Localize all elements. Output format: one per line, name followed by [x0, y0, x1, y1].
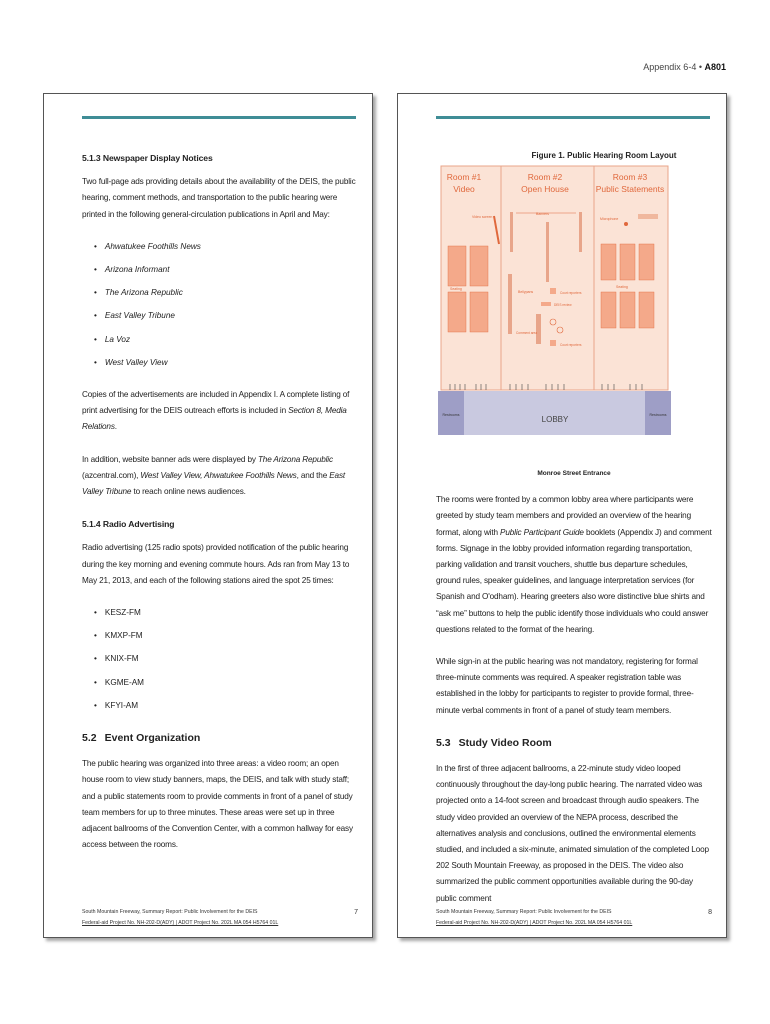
station-list — [94, 605, 358, 714]
list-item: • KFYI-AM — [94, 698, 358, 714]
list-item: • East Valley Tribune — [94, 308, 358, 324]
list-item: • Ahwatukee Foothills News — [94, 239, 358, 255]
lobby-label: LOBBY — [541, 415, 569, 424]
list-item: • KMXP-FM — [94, 628, 358, 644]
header-rule — [82, 116, 356, 119]
seating-right-label: Seating — [616, 285, 628, 289]
bellypans-label: Bellypans — [518, 290, 534, 294]
list-item: • KGME-AM — [94, 675, 358, 691]
footer-title: South Mountain Freeway, Summary Report: Public Involvement for the DEIS — [436, 909, 612, 915]
comment-area-label: Comment area — [516, 331, 538, 335]
footer-project-numbers: Federal-aid Project No. NH-202-D(ADY) | ADOT Project No. 202L MA 054 H5764 01L — [82, 920, 279, 926]
seating-left-label: Seating — [450, 287, 462, 291]
paragraph-514-intro: Radio advertising (125 radio spots) provided notification of the public hearing during the key morning and evening commute hours. Ads ran from May 13 to May 21, 2013, and each of the following stations aired the spot 25 times: — [82, 543, 350, 585]
list-item: • La Voz — [94, 332, 358, 348]
video-screen-label: Video screen — [472, 215, 493, 219]
seating-block — [470, 246, 488, 286]
right-page-footer — [436, 907, 712, 929]
paragraph-lobby: The rooms were fronted by a common lobby area where participants were greeted by study team members and provided an overview of the hearing format, along with Public Participant Guide booklets (Appendix J) and comment forms. Signage in the lobby provided information regarding transportation, parking validation and transit vouchers, shuttle bus departure schedules, ground rules, speaker guidelines, and language interpretation services (for Spanish and O'odham). Hearing greeters also wore distinctive blue shirts and “ask me” buttons to help the public identify those individuals who could answer questions related to the format of the hearing. — [436, 495, 712, 634]
left-page-footer — [82, 907, 358, 929]
paragraph-52-body: The public hearing was organized into three areas: a video room; an open house room to view study banners, maps, the DEIS, and talk with study staff; and a public statements room to provide comments in front of a panel of study team members for up to three minutes. These areas were set up in three adjacent ballrooms of the Convention Center, with a common hallway for easy access between the rooms. — [82, 759, 353, 850]
seating-block — [639, 244, 654, 280]
section-heading-52: 5.2 Event Organization — [82, 732, 201, 745]
room-2-title: Room #2 — [527, 172, 563, 182]
section-heading-53: 5.3 Study Video Room — [436, 736, 552, 749]
figure-caption: Figure 1. Public Hearing Room Layout — [531, 151, 677, 160]
seating-block — [620, 292, 635, 328]
left-page — [43, 93, 373, 938]
section-heading-513: 5.1.3 Newspaper Display Notices — [82, 153, 213, 163]
banner-stand — [546, 222, 549, 282]
paragraph-copies: Copies of the advertisements are included in Appendix I. A complete listing of print advertising for the DEIS outreach efforts is included in Section 8, Media Relations. — [82, 390, 350, 432]
panel-table — [638, 214, 658, 219]
court-reporter-table — [550, 340, 556, 346]
paragraph-registration: While sign-in at the public hearing was not mandatory, registering for formal three-minute comments was required. A speaker registration table was established in the lobby for participants to register to provide formal, three-minute verbal comments in front of a panel of study team members. — [436, 657, 698, 715]
seating-block — [448, 292, 466, 332]
seating-block — [448, 246, 466, 286]
microphone-label: Microphone — [600, 217, 619, 221]
publication-list — [94, 239, 358, 371]
microphone-icon — [624, 222, 628, 226]
seating-block — [639, 292, 654, 328]
deis-review-label: DEIS review — [554, 303, 572, 307]
deis-review-table — [541, 302, 551, 306]
lobby-area — [438, 391, 671, 435]
footer-title: South Mountain Freeway, Summary Report: Public Involvement for the DEIS — [82, 909, 258, 915]
room-3-subtitle: Public Statements — [595, 184, 665, 194]
room-1-subtitle: Video — [453, 184, 475, 194]
court-reporter-table — [550, 288, 556, 294]
list-item: • Arizona Informant — [94, 262, 358, 278]
comment-wall — [536, 314, 541, 344]
court-reporters-label-1: Court reporters — [560, 291, 582, 295]
room-3-title: Room #3 — [612, 172, 648, 182]
banner-stand — [579, 212, 582, 252]
appendix-label: Appendix 6-4 • — [643, 62, 705, 72]
right-page-body — [436, 462, 712, 923]
paragraph-53-body: In the first of three adjacent ballrooms, a 22-minute study video looped continuously throughout the day-long public hearing. The narrated video was projected onto a 14-foot screen and broadcast through audio speakers. The study video provided an overview of the NEPA process, described the alternatives analysis and conclusions, outlined the environmental elements studied, and included a six-minute, animated simulation of the completed Loop 202 South Mountain Freeway, as proposed in the DEIS. The video also summarized the public comment opportunities available during the 90-day public comment — [436, 764, 709, 903]
paragraph-banner-ads: In addition, website banner ads were displayed by The Arizona Republic (azcentral.com), West Valley View, Ahwatukee Foothills News, and the East Valley Tribune to reach online news audiences. — [82, 454, 346, 497]
paragraph-513-intro: Two full-page ads providing details about the availability of the DEIS, the public hearing, comment methods, and transportation to the public hearing were printed in the following general-circulation publications in April and May: — [82, 177, 356, 219]
room-1-title: Room #1 — [446, 172, 482, 182]
page-number: 8 — [708, 909, 712, 916]
entrance-label: Monroe Street Entrance — [537, 470, 611, 477]
appendix-header — [643, 62, 726, 72]
list-item: • West Valley View — [94, 355, 358, 371]
court-reporters-label-2: Court reporters — [560, 343, 582, 347]
seating-block — [470, 292, 488, 332]
right-page — [397, 93, 727, 938]
seating-block — [601, 292, 616, 328]
header-rule — [436, 116, 710, 119]
list-item: • The Arizona Republic — [94, 285, 358, 301]
room-layout-figure — [438, 164, 671, 467]
left-page-content — [82, 150, 358, 870]
banners-label: Banners — [536, 212, 550, 216]
footer-project-numbers: Federal-aid Project No. NH-202-D(ADY) | ADOT Project No. 202L MA 054 H5764 01L — [436, 920, 633, 926]
banner-stand — [508, 274, 512, 334]
room-2-subtitle: Open House — [521, 184, 569, 194]
seating-block — [601, 244, 616, 280]
restrooms-right-label: Restrooms — [649, 413, 667, 417]
list-item: • KESZ-FM — [94, 605, 358, 621]
page-number: 7 — [354, 909, 358, 916]
section-heading-514: 5.1.4 Radio Advertising — [82, 519, 175, 530]
restrooms-left-label: Restrooms — [442, 413, 460, 417]
list-item: • KNIX-FM — [94, 651, 358, 667]
banner-stand — [510, 212, 513, 252]
seating-block — [620, 244, 635, 280]
appendix-page-id: A801 — [704, 62, 726, 72]
